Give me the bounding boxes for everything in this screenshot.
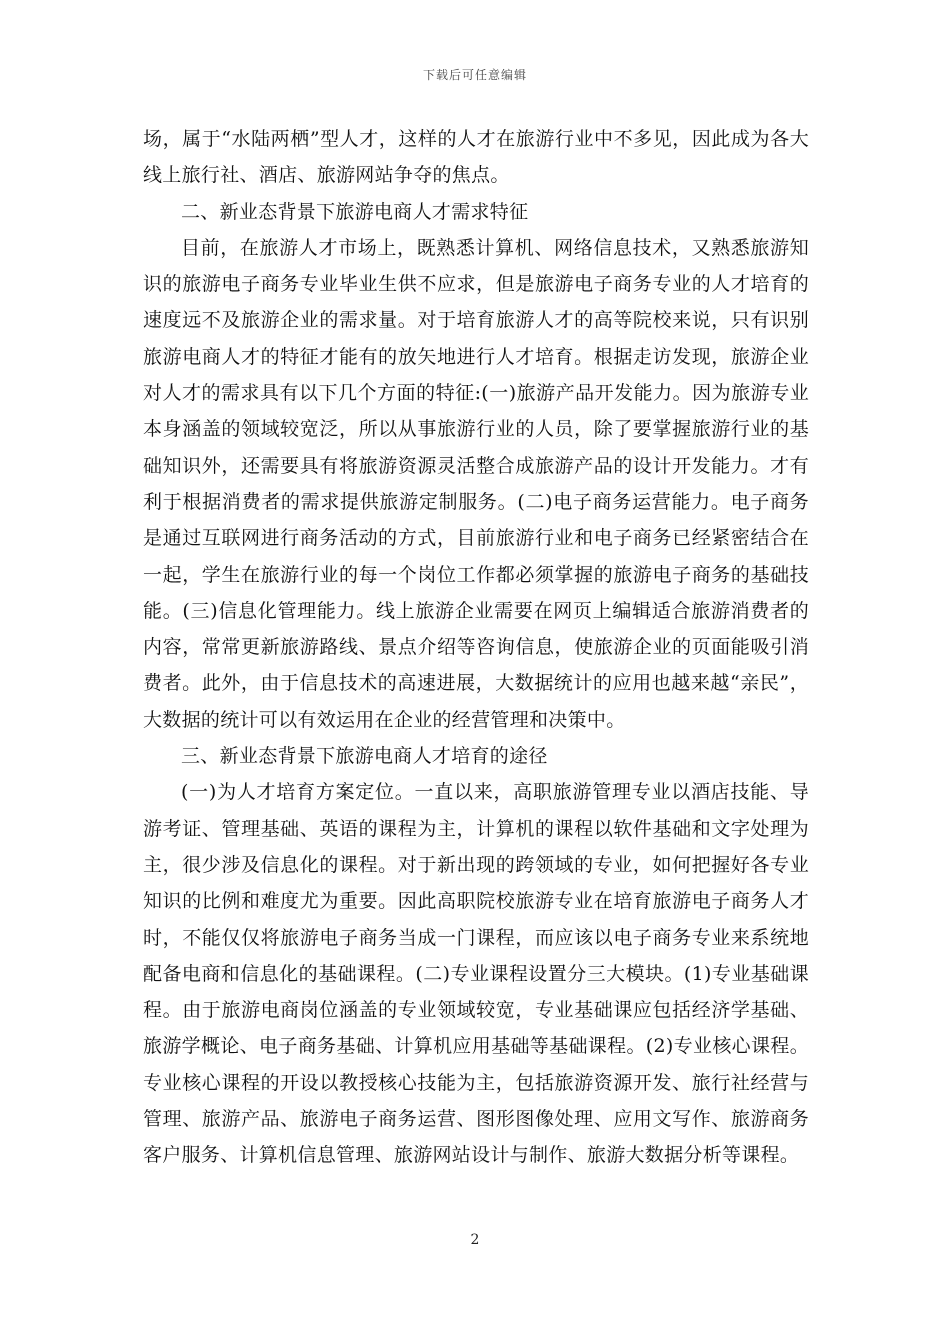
section-heading-2: 二、新业态背景下旅游电商人才需求特征: [181, 200, 529, 223]
page-number: 2: [470, 1232, 480, 1248]
paragraph-demand-features: 目前，在旅游人才市场上，既熟悉计算机、网络信息技术，又熟悉旅游知识的旅游电子商务专业毕业生供不应求，但是旅游电子商务专业的人才培育的速度远不及旅游企业的需求量。对于培育旅游人才的高等院校来说，只有识别旅游电商人才的特征才能有的放矢地进行人才培育。根据走访发现，旅游企业对人才的需求具有以下几个方面的特征:(一)旅游产品开发能力。因为旅游专业本身涵盖的领域较宽泛，所以从事旅游行业的人员，除了要掌握旅游行业的基础知识外，还需要具有将旅游资源灵活整合成旅游产品的设计开发能力。才有利于根据消费者的需求提供旅游定制服务。(二)电子商务运营能力。电子商务是通过互联网进行商务活动的方式，目前旅游行业和电子商务已经紧密结合在一起，学生在旅游行业的每一个岗位工作都必须掌握的旅游电子商务的基础技能。(三)信息化管理能力。线上旅游企业需要在网页上编辑适合旅游消费者的内容，常常更新旅游路线、景点介绍等咨询信息，使旅游企业的页面能吸引消费者。此外，由于信息技术的高速进展，大数据统计的应用也越来越“亲民”，大数据的统计可以有效运用在企业的经营管理和决策中。: [143, 236, 809, 731]
document-body: [143, 121, 809, 1174]
paragraph-training-approach: (一)为人才培育方案定位。一直以来，高职旅游管理专业以酒店技能、导游考证、管理基础、英语的课程为主，计算机的课程以软件基础和文字处理为主，很少涉及信息化的课程。对于新出现的跨领域的专业，如何把握好各专业知识的比例和难度尤为重要。因此高职院校旅游专业在培育旅游电子商务人才时，不能仅仅将旅游电子商务当成一门课程，而应该以电子商务专业来系统地配备电商和信息化的基础课程。(二)专业课程设置分三大模块。(1)专业基础课程。由于旅游电商岗位涵盖的专业领域较宽，专业基础课应包括经济学基础、旅游学概论、电子商务基础、计算机应用基础等基础课程。(2)专业核心课程。专业核心课程的开设以教授核心技能为主，包括旅游资源开发、旅行社经营与管理、旅游产品、旅游电子商务运营、图形图像处理、应用文写作、旅游商务客户服务、计算机信息管理、旅游网站设计与制作、旅游大数据分析等课程。: [143, 781, 809, 1167]
section-heading-3: 三、新业态背景下旅游电商人才培育的途径: [181, 745, 548, 768]
paragraph-continuation: 场，属于“水陆两栖”型人才，这样的人才在旅游行业中不多见，因此成为各大线上旅行社、酒店、旅游网站争夺的焦点。: [143, 128, 809, 187]
page-header: 下载后可任意编辑: [422, 68, 527, 82]
